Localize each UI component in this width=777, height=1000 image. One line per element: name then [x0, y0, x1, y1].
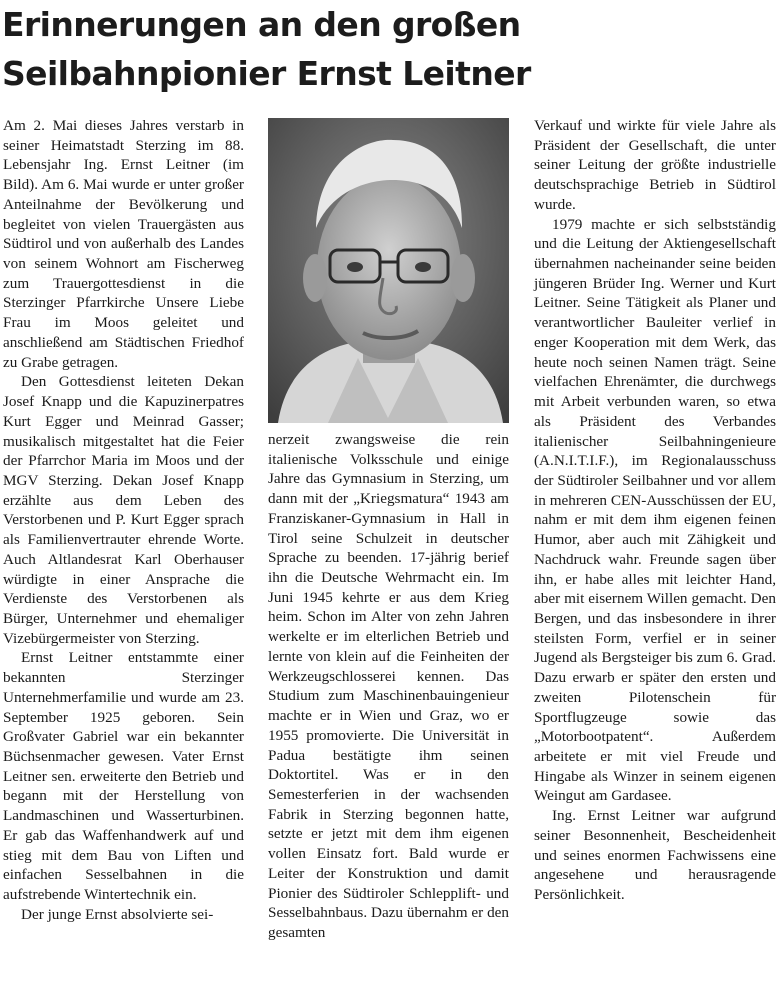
paragraph: nerzeit zwangsweise die rein italienische Volksschule und einige Jahre das Gymnasium in Sterzing, um dann mit der „Kriegsmatura“ 1943 am Franziskaner-Gymnasium in Hall in Tirol seine Schulzeit in deutscher Sprache zu beenden. 17-jährig berief ihn die Deutsche Wehrmacht ein. Im Juni 1945 kehrte er aus dem Krieg heim. Schon im Alter von zehn Jahren werkelte er im elterlichen Betrieb und lernte von klein auf die Feinheiten der Werkzeugschlosserei kennen. Das Studium zum Maschinenbauingenieur machte er in Wien und Graz, wo er 1955 promovierte. Die Universität in Padua bestätigte ihm seinen Doktortitel. Was er in den Semesterferien in der wachsenden Fabrik in Sterzing begonnen hatte, setzte er jetzt mit dem ihm eigenen vollen Einsatz fort. Bald wurde er Leiter der Konstruktion und damit Pionier des Südtiroler Schlepplift- und Sesselbahnbaus. Dazu übernahm er den gesamten	[268, 431, 509, 941]
paragraph: Verkauf und wirkte für viele Jahre als Präsident der Gesellschaft, die unter seiner Leitung der größte industrielle deutschsprachige Betrieb in Südtirol wurde.	[534, 117, 776, 213]
paragraph: Am 2. Mai dieses Jahres verstarb in seiner Heimatstadt Sterzing im 88. Lebensjahr Ing. Ernst Leitner (im Bild). Am 6. Mai wurde er unter großer Anteilnahme der Bevölkerung und begleitet von vielen Trauergästen aus Südtirol und von außerhalb des Landes von seinem Wohnort am Fischerweg zum Trauergottesdienst in die Sterzinger Pfarrkirche Unsere Liebe Frau im Moos geleitet und anschließend am Städtischen Friedhof zu Grabe getragen.	[3, 117, 244, 371]
article-column-3	[534, 116, 776, 905]
paragraph: 1979 machte er sich selbstständig und die Leitung der Aktiengesellschaft übernahmen nacheinander seine beiden jüngeren Brüder Ing. Werner und Kurt Leitner. Seine Tätigkeit als Planer und verantwortlicher Bauleiter verlief in enger Kooperation mit dem Werk, das heute noch seinen Namen trägt. Seine vielfachen Ehrenämter, die durchwegs mit Arbeit verbunden waren, so etwa als Präsident des Verbandes italienischer Seilbahningenieure (A.N.I.T.I.F.), im Regionalausschuss der Südtiroler Seilbahner und vor allem in mehreren CEN-Ausschüssen der EU, nahm er mit dem ihm eigenen feinen Humor, aber auch mit Zähigkeit und Nachdruck wahr. Freunde sagen über ihn, er habe alles mit leichter Hand, aber mit eisernem Willen gemacht. Den Bergen, und das insbesondere in ihrer steilsten Form, verfiel er in seiner Jugend als Bergsteiger bis zum 6. Grad. Dazu erwarb er später den ersten und zweiten Pilotenschein für Sportflugzeuge sowie das „Motorbootpatent“. Außerdem arbeitete er mit viel Freude und Hingabe als Winzer in seinem eigenen Weingut am Gardasee.	[534, 215, 776, 805]
paragraph: Der junge Ernst absolvierte sei-	[21, 905, 214, 923]
paragraph: Ing. Ernst Leitner war aufgrund seiner Besonnenheit, Bescheidenheit und seines enormen Fachwissens eine angesehene und herausragende Persönlichkeit.	[534, 807, 776, 904]
portrait-photo-icon	[268, 118, 509, 423]
paragraph: Den Gottesdienst leiteten Dekan Josef Knapp und die Kapuzinerpatres Kurt Egger und Meinrad Gasser; musikalisch mitgestaltet hat die Feier der Pfarrchor Maria im Moos und der MGV Sterzing. Dekan Josef Knapp erzählte aus dem Leben des Verstorbenen und P. Kurt Egger sprach als Familienvertrauter ehrende Worte. Auch Altlandesrat Karl Oberhauser würdigte in einer Ansprache die Verdienste des Verstorbenen als Bürger, Unternehmer und ehemaliger Vizebürgermeister von Sterzing.	[3, 373, 244, 647]
portrait-photo	[268, 118, 509, 423]
headline-line-2: Seilbahnpionier Ernst Leitner	[2, 54, 531, 93]
headline	[2, 0, 772, 98]
article-column-2	[268, 430, 509, 943]
article-column-1	[3, 116, 244, 924]
paragraph: Ernst Leitner entstammte einer bekannten Sterzinger Unternehmerfamilie und wurde am 23. September 1925 geboren. Sein Großvater Gabriel war ein bekannter Büchsenmacher gewesen. Vater Ernst Leitner sen. erweiterte den Betrieb und begann mit der Herstellung von Landmaschinen und Wasserturbinen. Er gab das Waffenhandwerk auf und stieg mit dem Bau von Liften und einfachen Sesselbahnen in die aufstrebende Wintertechnik ein.	[3, 649, 244, 904]
headline-line-1: Erinnerungen an den großen	[2, 5, 521, 44]
